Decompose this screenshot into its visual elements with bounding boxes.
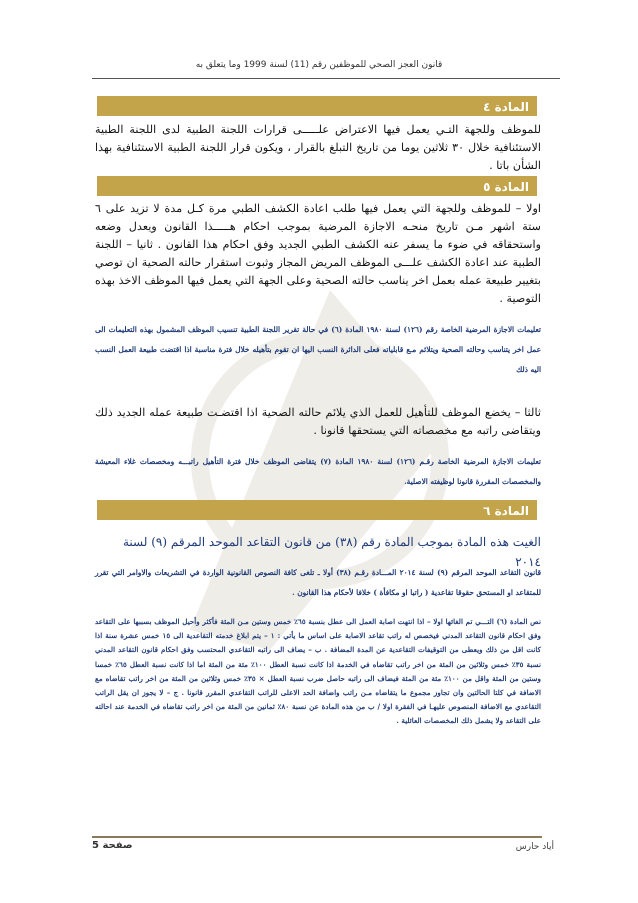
article-5-title: المادة ٥ [483, 180, 529, 194]
article-5-text-1: اولا – للموظف وللجهة التي يعمل فيها طلب اعادة الكشف الطبي مرة كـل مدة لا تزيد على ٦ ستة اشهر مـن تاريخ منحـه الاجازة المرضية بموجب احكام هـــــذا القانون ويعدل وضعه واستحقاقه في ضوء ما يسفر عنه الكشف الطبي الجديد وفق احكام هذا القانون . ثانيا – اللجنة الطبية عند اعادة الكشف علـــى الموظف المريض المجاز وثبوت استقرار حالته الصحية ان توصي بتغيير طبيعة عمله بعمل اخر يناسب حالته الصحية وعلى الجهة التي يعمل فيها الموظف الاخذ بهذه التوصية . [95, 202, 541, 305]
article-5-note-1: تعليمات الاجازة المرضية الخاصة رقم (١٢٦) لسنة ١٩٨٠ المادة (٦) في حالة تقرير اللجنة الطبية تنسيب الموظف المشمول بهذه التعليمات الى عمل اخر يتناسب وحالته الصحية ويتلائم مـع قابلياته فعلى الدائرة النسب اليها ان تقوم بتأهيله خلال فترة مناسبة اذا اقتضت طبيعة العمل النسب اليه ذلك [95, 325, 541, 374]
article-5-text-2: ثالثا – يخضع الموظف للتأهيل للعمل الذي يلائم حالته الصحية اذا اقتضـت طبيعة عمله الجديد ذلك ويتقاضى راتبه مع مخصصاته التي يستحقها قانونا . [95, 406, 541, 437]
article-5-heading [97, 176, 537, 196]
article-4-text: للموظف وللجهة التـي يعمل فيها الاعتراض علـــــى قرارات اللجنة الطبية لدى اللجنة الطبية الاستئنافية خلال ٣٠ ثلاثين يوما من تاريخ التبلغ بالقرار ، ويكون قرار اللجنة الطبية الاستئنافية بهذا الشأن باتا . [95, 123, 541, 172]
page-number: صفحة 5 [92, 840, 133, 851]
article-5-note-2: تعليمات الاجازة المرضية الخاصة رقـم (١٢٦) لسنة ١٩٨٠ المادة (٧) يتقاضى الموظف خلال فترة التأهيل راتبـــه ومخصصات غلاء المعيشة والمخصصات المقررة قانونا لوظيفته الاصلية. [95, 457, 541, 486]
header-rule [92, 78, 560, 79]
article-6-note: قانون التقاعد الموحد المرقم (٩) لسنة ٢٠١٤ المـــادة رقـم (٣٨) أولا ـ تلغى كافة النصوص القانونية الواردة في التشريعات والاوامر التي تقرر للمتقاعد او المستحق حقوقا تقاعدية ( راتبا او مكافأة ) خلافا لأحكام هذا القانون . [95, 568, 541, 597]
article-4-heading [97, 96, 537, 116]
article-4-title: المادة ٤ [483, 100, 529, 114]
page-header: قانون العجز الصحي للموظفين رقم (11) لسنة 1999 وما يتعلق به [195, 60, 443, 70]
article-6-title: المادة ٦ [483, 504, 529, 518]
article-6-heading [97, 500, 537, 520]
footer-author: أياد حارس [515, 842, 554, 852]
article-6-body: نص المادة (٦) التـــي تم الغائها اولا – اذا انتهت اصابة العمل الى عطل بنسبة ٦٥٪ خمس وستين مـن المئة فأكثر وأحيل الموظف بسببها على التقاعد وفق احكام قانون التقاعد المدني فيخصص له راتب تقاعد الاصابة على اساس ما يأتي : ١ – يتم ابلاغ خدمته التقاعدية الى ١٥ خمس عشرة سنة اذا كانت اقل من ذلك ويعطى من التوقيفات التقاعدية عن المدة المضافة . ب – يضاف الى راتبه التقاعدي المحتسب وفق احكام قانون التقاعد المدني نسبة ٣٥٪ خمس وثلاثين من المئة من اخر راتب تقاضاه في الخدمة اذا كانت نسبة العطل ١٠٠٪ مئة من المئة اما اذا كانت نسبة العطل ٦٥٪ خمسا وستين من المئة واقل من ١٠٠٪ مئة من المئة فيضاف الى راتبه حاصل ضرب نسبة العطل × ٣٥٪ خمس وثلاثين من المئة من اخر راتب تقاضاه مع الاضافة في كلتا الحالتين وان تجاوز مجموع ما يتقاضاه مـن راتب واضافة الحد الاعلى للراتب التقاعدي المقرر قانونا . ج – لا يجوز ان يقل الراتب التقاعدي مع الاضافة المنصوص عليهـا في الفقرة اولا / ب من هذه المادة عن نسبة ٨٠٪ ثمانين من المئة من اخر راتب تقاضاه في الخدمة عند احالته على التقاعد ولا يشمل ذلك المخصصات العائلية . [95, 617, 542, 726]
article-6-text: الغيت هذه المادة بموجب المادة رقم (٣٨) من قانون التقاعد الموحد المرقم (٩) لسنة ٢٠١٤ [122, 535, 541, 569]
footer-rule [92, 836, 542, 838]
